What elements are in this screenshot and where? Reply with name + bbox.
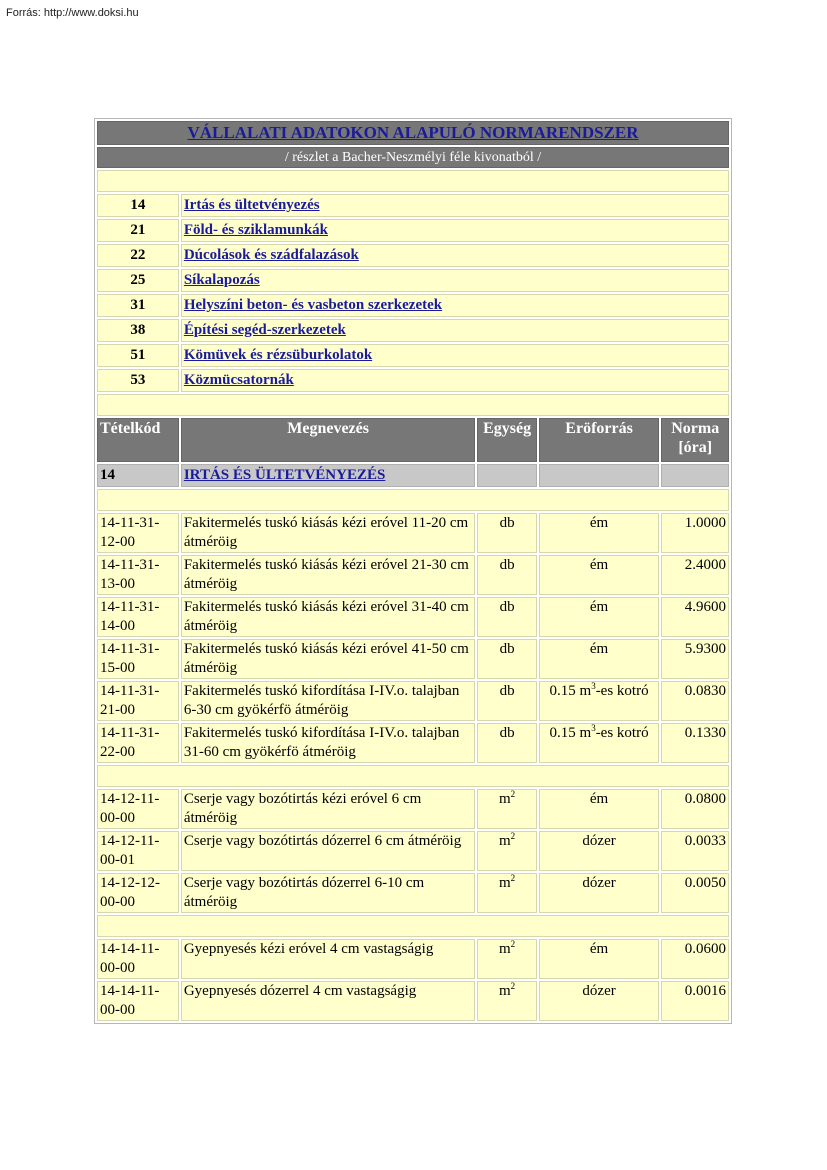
spacer-row bbox=[97, 170, 729, 192]
chapter-link[interactable]: Irtás és ültetvényezés bbox=[183, 197, 320, 213]
item-norm: 0.0830 bbox=[661, 681, 729, 721]
chapter-code: 38 bbox=[97, 319, 179, 342]
item-unit-sup: 2 bbox=[510, 939, 516, 949]
chapter-link[interactable]: Föld- és sziklamunkák bbox=[183, 222, 329, 238]
section-unit bbox=[477, 464, 536, 487]
title-row bbox=[97, 121, 729, 145]
chapter-row bbox=[97, 244, 729, 267]
item-unit: db bbox=[477, 723, 536, 763]
chapter-row bbox=[97, 319, 729, 342]
chapter-link[interactable]: Kömüvek és rézsüburkolatok bbox=[183, 347, 373, 363]
item-name: Fakitermelés tuskó kiásás kézi eróvel 41-50 cm átméröig bbox=[181, 639, 476, 679]
header-row bbox=[97, 418, 729, 462]
item-name: Cserje vagy bozótirtás dózerrel 6-10 cm átméröig bbox=[181, 873, 476, 913]
item-code: 14-11-31-22-00 bbox=[97, 723, 179, 763]
spacer-cell bbox=[97, 394, 729, 416]
item-unit: $m^2$ bbox=[477, 873, 536, 913]
item-resource: dózer bbox=[539, 831, 660, 871]
spacer-cell bbox=[97, 489, 729, 511]
item-resource: ém bbox=[539, 597, 660, 637]
item-unit-sup: 2 bbox=[510, 981, 516, 991]
item-name: Fakitermelés tuskó kiásás kézi eróvel 11-20 cm átméröig bbox=[181, 513, 476, 553]
item-row bbox=[97, 789, 729, 829]
item-code: 14-11-31-14-00 bbox=[97, 597, 179, 637]
item-resource: ém bbox=[539, 513, 660, 553]
chapter-row bbox=[97, 219, 729, 242]
item-norm: 2.4000 bbox=[661, 555, 729, 595]
chapter-link[interactable]: Építési segéd-szerkezetek bbox=[183, 322, 346, 338]
item-unit: $m^2$ bbox=[477, 831, 536, 871]
section-name-cell bbox=[181, 464, 476, 487]
chapter-link[interactable]: Helyszíni beton- és vasbeton szerkezetek bbox=[183, 297, 443, 313]
source-label: Forrás: http://www.doksi.hu bbox=[6, 7, 139, 19]
item-resource: ém bbox=[539, 939, 660, 979]
item-unit: db bbox=[477, 513, 536, 553]
chapter-name-cell bbox=[181, 369, 729, 392]
item-name: Fakitermelés tuskó kiásás kézi eróvel 21-30 cm átméröig bbox=[181, 555, 476, 595]
chapter-code: 25 bbox=[97, 269, 179, 292]
item-norm: 4.9600 bbox=[661, 597, 729, 637]
section-row bbox=[97, 464, 729, 487]
spacer-row bbox=[97, 394, 729, 416]
item-row bbox=[97, 513, 729, 553]
item-code: 14-11-31-13-00 bbox=[97, 555, 179, 595]
item-row bbox=[97, 681, 729, 721]
item-row bbox=[97, 981, 729, 1021]
item-unit-sup: 2 bbox=[510, 873, 516, 883]
chapter-row bbox=[97, 369, 729, 392]
item-resource: dózer bbox=[539, 981, 660, 1021]
item-resource: ém bbox=[539, 789, 660, 829]
norm-table bbox=[94, 118, 732, 1024]
chapter-row bbox=[97, 194, 729, 217]
item-unit-sup: 2 bbox=[510, 789, 516, 799]
item-code: 14-11-31-12-00 bbox=[97, 513, 179, 553]
spacer-row bbox=[97, 765, 729, 787]
subtitle: / részlet a Bacher-Neszmélyi féle kivonatból / bbox=[97, 147, 729, 168]
item-row bbox=[97, 639, 729, 679]
chapter-name-cell bbox=[181, 344, 729, 367]
item-row bbox=[97, 873, 729, 913]
header-norm-line2: [óra] bbox=[678, 439, 713, 456]
item-row bbox=[97, 723, 729, 763]
chapter-code: 21 bbox=[97, 219, 179, 242]
item-row bbox=[97, 939, 729, 979]
header-unit: Egység bbox=[477, 418, 536, 462]
title-cell bbox=[97, 121, 729, 145]
item-name: Cserje vagy bozótirtás kézi eróvel 6 cm átméröig bbox=[181, 789, 476, 829]
chapter-row bbox=[97, 269, 729, 292]
title-link[interactable]: VÁLLALATI ADATOKON ALAPULÓ NORMARENDSZER bbox=[187, 122, 639, 142]
item-resource: dózer bbox=[539, 873, 660, 913]
subtitle-row bbox=[97, 147, 729, 168]
item-code: 14-14-11-00-00 bbox=[97, 981, 179, 1021]
chapter-name-cell bbox=[181, 319, 729, 342]
item-unit: db bbox=[477, 597, 536, 637]
item-norm: 0.0033 bbox=[661, 831, 729, 871]
spacer-cell bbox=[97, 915, 729, 937]
chapter-row bbox=[97, 344, 729, 367]
chapter-code: 53 bbox=[97, 369, 179, 392]
item-unit: db bbox=[477, 681, 536, 721]
item-resource: 0.15 $m^3-es$ kotró bbox=[539, 723, 660, 763]
norm-table-body bbox=[97, 121, 729, 1021]
section-resource bbox=[539, 464, 660, 487]
item-name: Fakitermelés tuskó kifordítása I-IV.o. talajban 6-30 cm gyökérfö átméröig bbox=[181, 681, 476, 721]
chapter-row bbox=[97, 294, 729, 317]
item-resource: 0.15 $m^3-es$ kotró bbox=[539, 681, 660, 721]
spacer-row bbox=[97, 915, 729, 937]
chapter-code: 31 bbox=[97, 294, 179, 317]
spacer-cell bbox=[97, 765, 729, 787]
item-code: 14-11-31-21-00 bbox=[97, 681, 179, 721]
chapter-name-cell bbox=[181, 219, 729, 242]
item-name: Gyepnyesés kézi eróvel 4 cm vastagságig bbox=[181, 939, 476, 979]
header-norm-line1: Norma bbox=[671, 420, 720, 437]
header-name: Megnevezés bbox=[181, 418, 476, 462]
chapter-name-cell bbox=[181, 194, 729, 217]
header-resource: Eröforrás bbox=[539, 418, 660, 462]
chapter-name-cell bbox=[181, 244, 729, 267]
item-norm: 5.9300 bbox=[661, 639, 729, 679]
item-norm: 1.0000 bbox=[661, 513, 729, 553]
chapter-code: 14 bbox=[97, 194, 179, 217]
item-resource-sup: 3 bbox=[591, 723, 596, 733]
item-resource-sup: 3 bbox=[591, 681, 596, 691]
item-row bbox=[97, 831, 729, 871]
item-unit: $m^2$ bbox=[477, 939, 536, 979]
chapter-name-cell bbox=[181, 294, 729, 317]
section-code: 14 bbox=[97, 464, 179, 487]
item-code: 14-12-11-00-01 bbox=[97, 831, 179, 871]
section-norm bbox=[661, 464, 729, 487]
item-name: Cserje vagy bozótirtás dózerrel 6 cm átméröig bbox=[181, 831, 476, 871]
item-unit-sup: 2 bbox=[510, 831, 516, 841]
item-name: Gyepnyesés dózerrel 4 cm vastagságig bbox=[181, 981, 476, 1021]
item-unit: db bbox=[477, 639, 536, 679]
item-code: 14-11-31-15-00 bbox=[97, 639, 179, 679]
header-code: Tételkód bbox=[97, 418, 179, 462]
item-row bbox=[97, 597, 729, 637]
item-name: Fakitermelés tuskó kiásás kézi eróvel 31-40 cm átméröig bbox=[181, 597, 476, 637]
chapter-link[interactable]: Dúcolások és szádfalazások bbox=[183, 247, 359, 263]
header-norm bbox=[661, 418, 729, 462]
item-code: 14-12-12-00-00 bbox=[97, 873, 179, 913]
item-unit: $m^2$ bbox=[477, 789, 536, 829]
item-norm: 0.1330 bbox=[661, 723, 729, 763]
chapter-code: 22 bbox=[97, 244, 179, 267]
item-code: 14-14-11-00-00 bbox=[97, 939, 179, 979]
chapter-link[interactable]: Síkalapozás bbox=[183, 272, 260, 288]
item-unit: db bbox=[477, 555, 536, 595]
chapter-name-cell bbox=[181, 269, 729, 292]
section-link[interactable]: IRTÁS ÉS ÜLTETVÉNYEZÉS bbox=[183, 467, 386, 483]
chapter-code: 51 bbox=[97, 344, 179, 367]
item-resource: ém bbox=[539, 639, 660, 679]
item-code: 14-12-11-00-00 bbox=[97, 789, 179, 829]
item-name: Fakitermelés tuskó kifordítása I-IV.o. talajban 31-60 cm gyökérfö átméröig bbox=[181, 723, 476, 763]
item-norm: 0.0016 bbox=[661, 981, 729, 1021]
item-resource: ém bbox=[539, 555, 660, 595]
item-norm: 0.0600 bbox=[661, 939, 729, 979]
item-norm: 0.0800 bbox=[661, 789, 729, 829]
spacer-row bbox=[97, 489, 729, 511]
chapter-link[interactable]: Közmücsatornák bbox=[183, 372, 294, 388]
item-unit: $m^2$ bbox=[477, 981, 536, 1021]
item-row bbox=[97, 555, 729, 595]
item-norm: 0.0050 bbox=[661, 873, 729, 913]
